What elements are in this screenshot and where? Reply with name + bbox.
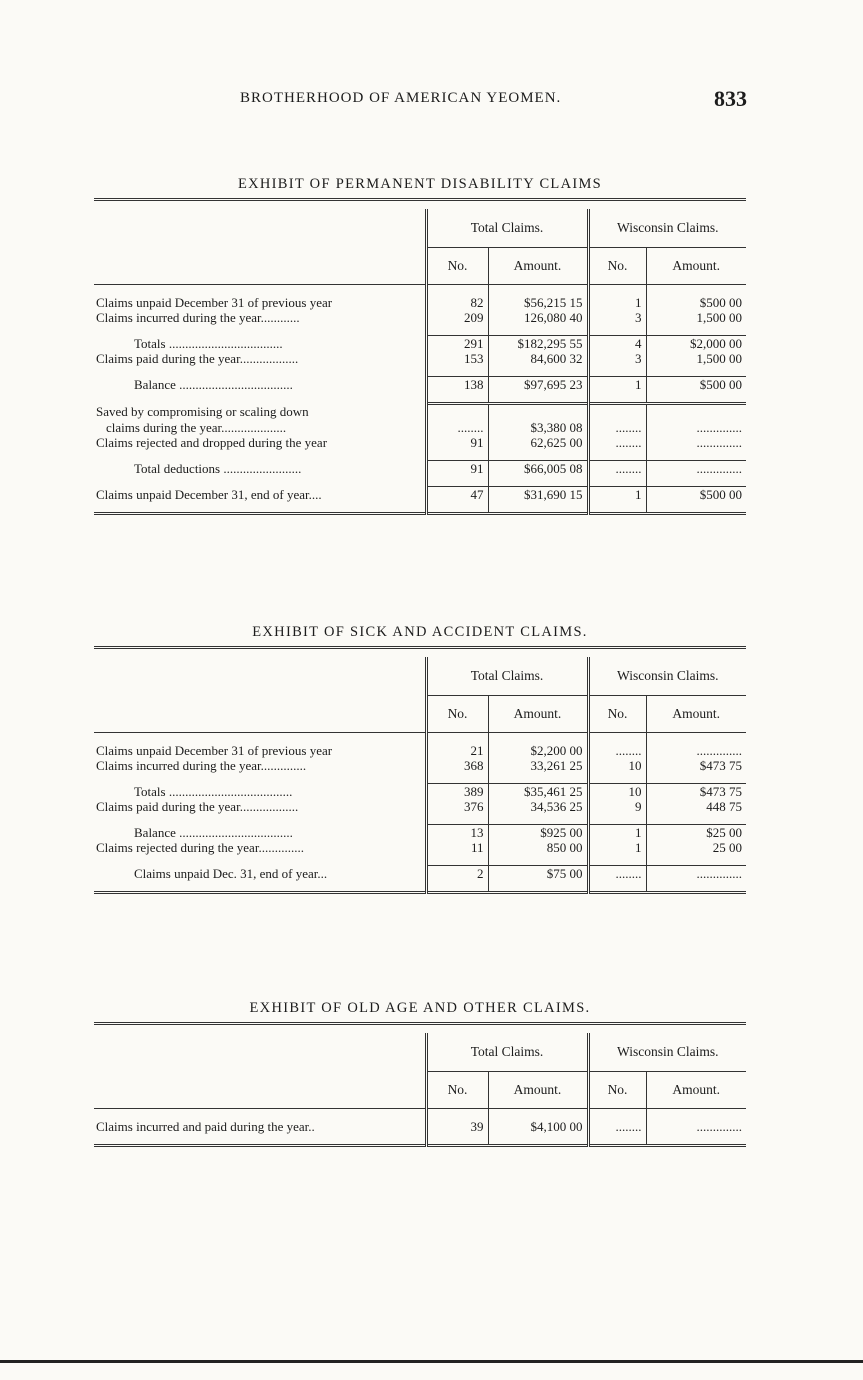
total-no: 39 xyxy=(426,1119,488,1134)
total-no: 209 xyxy=(426,310,488,325)
wis-amount: $500 00 xyxy=(646,487,746,503)
table-row xyxy=(94,840,746,855)
wis-no-header: No. xyxy=(588,696,646,733)
total-amount: 33,261 25 xyxy=(488,758,588,773)
total-amount: $31,690 15 xyxy=(488,487,588,503)
wis-amount-header: Amount. xyxy=(646,1072,746,1109)
table-row xyxy=(94,487,746,503)
wis-no: 10 xyxy=(588,784,646,800)
total-claims-header: Total Claims. xyxy=(426,1033,588,1072)
total-no: 389 xyxy=(426,784,488,800)
total-amount: $182,295 55 xyxy=(488,336,588,352)
wis-amount-header: Amount. xyxy=(646,696,746,733)
total-no: 13 xyxy=(426,825,488,841)
total-no: 47 xyxy=(426,487,488,503)
total-amount: $2,200 00 xyxy=(488,743,588,758)
total-no: 2 xyxy=(426,866,488,882)
total-no: 376 xyxy=(426,799,488,814)
running-head-title: BROTHERHOOD OF AMERICAN YEOMEN. xyxy=(240,90,562,106)
total-no: ........ xyxy=(426,420,488,435)
table-row xyxy=(94,336,746,352)
wis-no-header: No. xyxy=(588,248,646,285)
wis-no: 1 xyxy=(588,377,646,393)
wis-no: 3 xyxy=(588,351,646,366)
total-no-header: No. xyxy=(426,1072,488,1109)
page-bottom-rule xyxy=(0,1360,863,1363)
total-amount: 126,080 40 xyxy=(488,310,588,325)
label-column-header xyxy=(94,1033,426,1109)
wis-no: 3 xyxy=(588,310,646,325)
claims-table xyxy=(94,1022,746,1151)
row-label: Claims paid during the year.................. xyxy=(94,351,426,366)
table-row xyxy=(94,377,746,393)
row-label: Totals ...................................... xyxy=(94,784,426,800)
exhibit-title: EXHIBIT OF PERMANENT DISABILITY CLAIMS xyxy=(237,176,603,192)
wisconsin-claims-header: Wisconsin Claims. xyxy=(588,1033,746,1072)
table-row xyxy=(94,461,746,477)
wis-amount: $473 75 xyxy=(699,758,742,773)
exhibit-title: EXHIBIT OF SICK AND ACCIDENT CLAIMS. xyxy=(252,624,588,640)
table-row xyxy=(94,295,746,310)
table-row xyxy=(94,1119,746,1134)
row-label: Balance ................................... xyxy=(94,377,426,393)
total-amount: $97,695 23 xyxy=(488,377,588,393)
wis-amount: $25 00 xyxy=(646,825,746,841)
table-row xyxy=(94,435,746,450)
total-amount: 62,625 00 xyxy=(488,435,588,450)
wis-no: 1 xyxy=(588,825,646,841)
total-claims-header: Total Claims. xyxy=(426,209,588,248)
wis-amount-header: Amount. xyxy=(646,248,746,285)
exhibit-permanent-disability xyxy=(94,176,746,519)
wis-amount: .............. xyxy=(646,461,746,477)
total-amount: $35,461 25 xyxy=(488,784,588,800)
exhibit-old-age-other xyxy=(94,1000,746,1151)
wis-amount: $2,000 00 xyxy=(646,336,746,352)
total-amount: 34,536 25 xyxy=(488,799,588,814)
total-amount: 850 00 xyxy=(488,840,588,855)
page-number: 833 xyxy=(714,86,747,111)
wis-no: ........ xyxy=(588,1119,646,1134)
wis-no: ........ xyxy=(588,743,646,758)
total-no: 91 xyxy=(426,435,488,450)
total-no: 138 xyxy=(426,377,488,393)
table-row xyxy=(94,784,746,800)
exhibit-sick-accident xyxy=(94,624,746,898)
table-row xyxy=(94,743,746,758)
wis-amount: .............. xyxy=(696,1119,742,1134)
table-row xyxy=(94,866,746,882)
exhibit-title: EXHIBIT OF OLD AGE AND OTHER CLAIMS. xyxy=(249,1000,591,1016)
wis-no: 4 xyxy=(588,336,646,352)
wis-no: ........ xyxy=(588,420,646,435)
wisconsin-claims-header: Wisconsin Claims. xyxy=(588,657,746,696)
row-label: Claims unpaid December 31, end of year.... xyxy=(94,487,426,503)
wis-amount: $500 00 xyxy=(646,377,746,393)
row-label: Balance ................................... xyxy=(94,825,426,841)
label-column-header xyxy=(94,209,426,285)
row-label: Claims incurred during the year............ xyxy=(94,310,426,325)
wis-no: ........ xyxy=(588,866,646,882)
wis-amount: $473 75 xyxy=(646,784,746,800)
wis-amount xyxy=(646,404,746,421)
table-row xyxy=(94,825,746,841)
table-row xyxy=(94,420,746,435)
row-label: Claims paid during the year.................. xyxy=(94,799,426,814)
wis-no: 10 xyxy=(588,758,646,773)
claims-table xyxy=(94,198,746,519)
wis-no-header: No. xyxy=(588,1072,646,1109)
total-amount: $925 00 xyxy=(488,825,588,841)
total-no xyxy=(426,404,488,421)
row-label: Claims incurred during the year.............. xyxy=(94,758,426,773)
total-amount-header: Amount. xyxy=(488,696,588,733)
row-label: Claims incurred and paid during the year.. xyxy=(94,1119,426,1134)
total-no: 291 xyxy=(426,336,488,352)
wis-no: 1 xyxy=(588,295,646,310)
table-row xyxy=(94,758,746,773)
total-claims-header: Total Claims. xyxy=(426,657,588,696)
wis-no: ........ xyxy=(588,435,646,450)
row-label: Claims unpaid December 31 of previous year xyxy=(94,295,426,310)
wis-no: ........ xyxy=(588,461,646,477)
row-label: Totals ................................... xyxy=(94,336,426,352)
total-amount-header: Amount. xyxy=(488,1072,588,1109)
row-label: Claims rejected and dropped during the year xyxy=(94,435,426,450)
total-no: 153 xyxy=(426,351,488,366)
label-column-header xyxy=(94,657,426,733)
wis-amount: 1,500 00 xyxy=(696,351,742,366)
total-amount xyxy=(488,404,588,421)
wis-amount: .............. xyxy=(696,420,742,435)
table-row xyxy=(94,351,746,366)
wis-amount: .............. xyxy=(646,866,746,882)
row-label: Claims unpaid December 31 of previous year xyxy=(94,743,426,758)
running-head xyxy=(0,88,863,112)
total-no: 11 xyxy=(426,840,488,855)
wis-amount: .............. xyxy=(696,743,742,758)
row-label: claims during the year.................... xyxy=(94,420,426,435)
row-label: Total deductions ........................ xyxy=(94,461,426,477)
row-label: Claims rejected during the year.............. xyxy=(94,840,426,855)
wis-amount: $500 00 xyxy=(699,295,742,310)
total-no-header: No. xyxy=(426,248,488,285)
wis-amount: .............. xyxy=(696,435,742,450)
total-no: 82 xyxy=(426,295,488,310)
total-no: 91 xyxy=(426,461,488,477)
table-row xyxy=(94,310,746,325)
total-no: 368 xyxy=(426,758,488,773)
table-row xyxy=(94,799,746,814)
wis-no xyxy=(588,404,646,421)
total-amount: $56,215 15 xyxy=(488,295,588,310)
claims-table xyxy=(94,646,746,898)
wis-amount: 25 00 xyxy=(712,840,742,855)
wis-no: 1 xyxy=(588,487,646,503)
row-label: Saved by compromising or scaling down xyxy=(94,404,426,421)
total-no-header: No. xyxy=(426,696,488,733)
table-row xyxy=(94,404,746,421)
total-amount: $75 00 xyxy=(488,866,588,882)
row-label: Claims unpaid Dec. 31, end of year... xyxy=(94,866,426,882)
total-no: 21 xyxy=(426,743,488,758)
wisconsin-claims-header: Wisconsin Claims. xyxy=(588,209,746,248)
total-amount: $66,005 08 xyxy=(488,461,588,477)
total-amount: $3,380 08 xyxy=(488,420,588,435)
total-amount-header: Amount. xyxy=(488,248,588,285)
total-amount: $4,100 00 xyxy=(488,1119,588,1134)
wis-no: 1 xyxy=(588,840,646,855)
total-amount: 84,600 32 xyxy=(488,351,588,366)
wis-amount: 448 75 xyxy=(706,799,742,814)
wis-no: 9 xyxy=(588,799,646,814)
wis-amount: 1,500 00 xyxy=(696,310,742,325)
